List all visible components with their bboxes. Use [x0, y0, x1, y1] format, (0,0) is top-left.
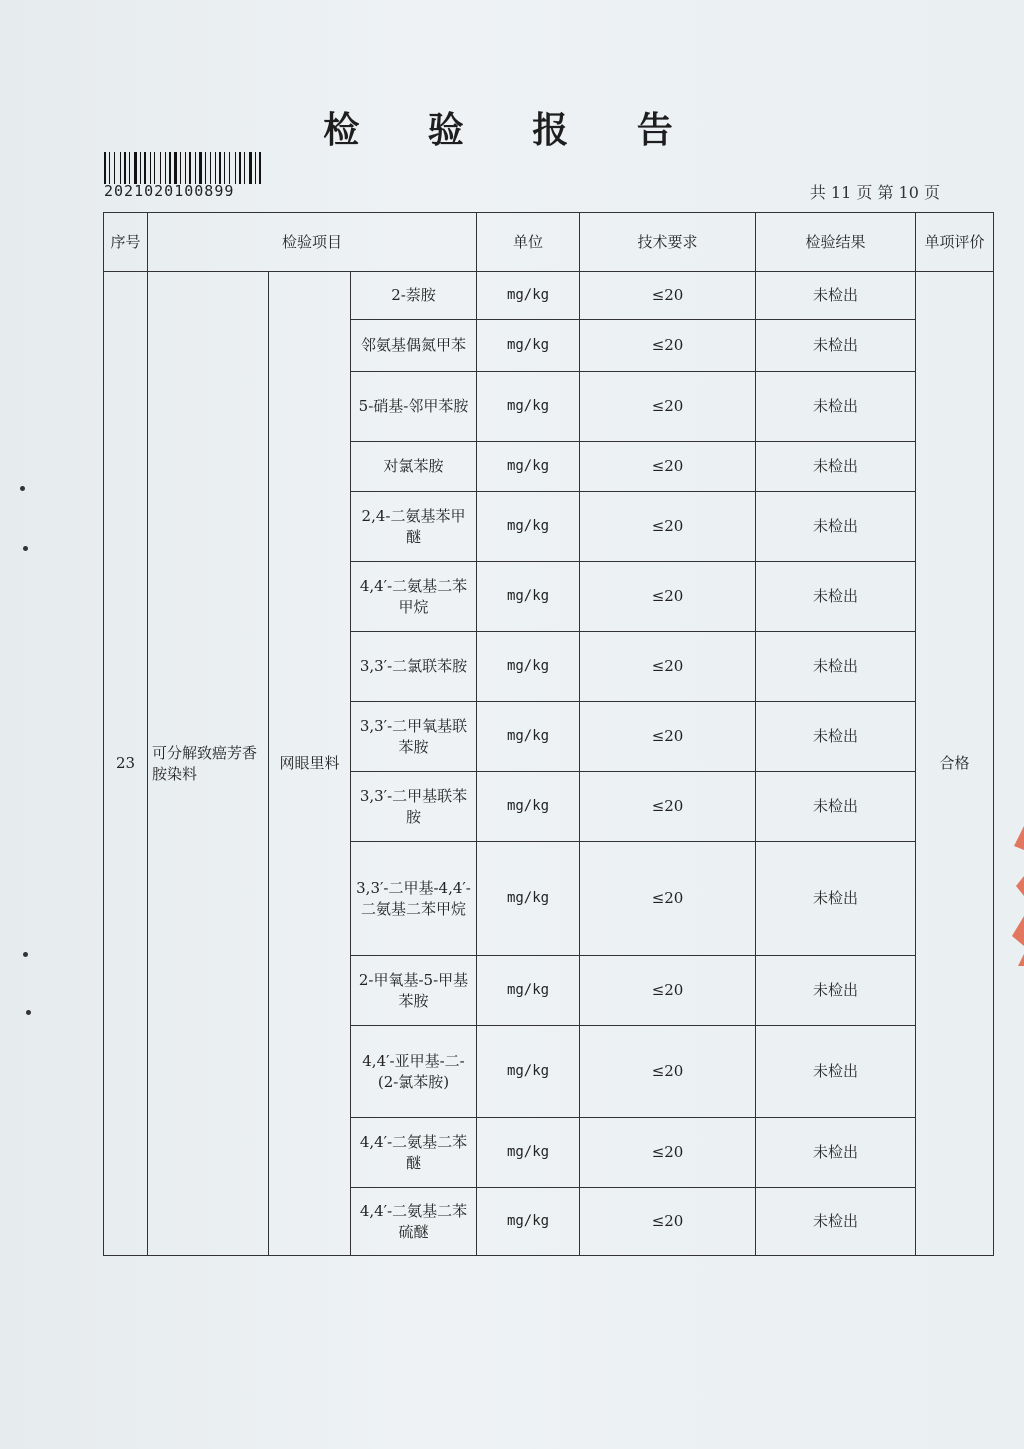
barcode-bar	[215, 152, 216, 184]
barcode-bar	[154, 152, 155, 184]
item-number: 23	[104, 272, 148, 1256]
table-row	[104, 272, 994, 320]
substance-name: 5-硝基-邻甲苯胺	[351, 372, 477, 442]
requirement-cell: ≤20	[580, 632, 756, 702]
requirement-cell: ≤20	[580, 272, 756, 320]
unit-cell: mg/kg	[477, 632, 580, 702]
barcode-bar	[165, 152, 166, 184]
barcode	[104, 152, 264, 184]
substance-name: 4,4′-二氨基二苯甲烷	[351, 562, 477, 632]
requirement-cell: ≤20	[580, 1188, 756, 1256]
barcode-bar	[109, 152, 110, 184]
result-cell: 未检出	[756, 956, 916, 1026]
header-item: 检验项目	[148, 213, 477, 272]
result-cell: 未检出	[756, 1026, 916, 1118]
requirement-cell: ≤20	[580, 372, 756, 442]
substance-name: 4,4′-亚甲基-二-(2-氯苯胺)	[351, 1026, 477, 1118]
unit-cell: mg/kg	[477, 492, 580, 562]
unit-cell: mg/kg	[477, 272, 580, 320]
barcode-bar	[239, 152, 241, 184]
barcode-bar	[259, 152, 261, 184]
barcode-bar	[114, 152, 115, 184]
barcode-bar	[160, 152, 161, 184]
substance-name: 3,3′-二甲基-4,4′-二氨基二苯甲烷	[351, 842, 477, 956]
requirement-cell: ≤20	[580, 320, 756, 372]
serial-number: 2021020100899	[104, 182, 235, 200]
result-cell: 未检出	[756, 492, 916, 562]
binding-hole-mark	[20, 486, 25, 491]
requirement-cell: ≤20	[580, 772, 756, 842]
barcode-bar	[210, 152, 211, 184]
barcode-bar	[174, 152, 177, 184]
barcode-bar	[219, 152, 221, 184]
binding-hole-mark	[23, 546, 28, 551]
result-cell: 未检出	[756, 272, 916, 320]
substance-name: 4,4′-二氨基二苯醚	[351, 1118, 477, 1188]
barcode-bar	[195, 152, 196, 184]
header-result: 检验结果	[756, 213, 916, 272]
barcode-bar	[140, 152, 141, 184]
binding-hole-mark	[23, 952, 28, 957]
result-cell: 未检出	[756, 1118, 916, 1188]
unit-cell: mg/kg	[477, 372, 580, 442]
substance-name: 4,4′-二氨基二苯硫醚	[351, 1188, 477, 1256]
binding-hole-mark	[26, 1010, 31, 1015]
unit-cell: mg/kg	[477, 562, 580, 632]
page-info: 共 11 页 第 10 页	[809, 183, 940, 202]
unit-cell: mg/kg	[477, 702, 580, 772]
barcode-bar	[150, 152, 151, 184]
substance-name: 2,4-二氨基苯甲醚	[351, 492, 477, 562]
requirement-cell: ≤20	[580, 442, 756, 492]
requirement-cell: ≤20	[580, 1118, 756, 1188]
requirement-cell: ≤20	[580, 1026, 756, 1118]
unit-cell: mg/kg	[477, 442, 580, 492]
barcode-bar	[129, 152, 130, 184]
seal-stamp-fragment	[1010, 826, 1024, 966]
substance-name: 3,3′-二甲氧基联苯胺	[351, 702, 477, 772]
substance-name: 3,3′-二甲基联苯胺	[351, 772, 477, 842]
substance-name: 3,3′-二氯联苯胺	[351, 632, 477, 702]
header-no: 序号	[104, 213, 148, 272]
header-unit: 单位	[477, 213, 580, 272]
result-cell: 未检出	[756, 372, 916, 442]
barcode-bar	[185, 152, 186, 184]
barcode-bar	[134, 152, 137, 184]
result-cell: 未检出	[756, 772, 916, 842]
barcode-bar	[224, 152, 225, 184]
barcode-bar	[199, 152, 202, 184]
evaluation-cell: 合格	[916, 272, 994, 1256]
substance-name: 邻氨基偶氮甲苯	[351, 320, 477, 372]
barcode-bar	[205, 152, 206, 184]
substance-name: 2-甲氧基-5-甲基苯胺	[351, 956, 477, 1026]
unit-cell: mg/kg	[477, 956, 580, 1026]
barcode-bar	[180, 152, 181, 184]
sample-name: 网眼里料	[269, 272, 351, 1256]
requirement-cell: ≤20	[580, 492, 756, 562]
unit-cell: mg/kg	[477, 320, 580, 372]
barcode-bar	[229, 152, 230, 184]
barcode-bar	[124, 152, 126, 184]
barcode-bar	[244, 152, 245, 184]
result-cell: 未检出	[756, 562, 916, 632]
table-header-row	[104, 213, 994, 272]
result-cell: 未检出	[756, 632, 916, 702]
header-requirement: 技术要求	[580, 213, 756, 272]
barcode-bar	[255, 152, 256, 184]
report-table	[103, 212, 994, 1256]
result-cell: 未检出	[756, 442, 916, 492]
table-body	[104, 272, 994, 1256]
barcode-bar	[189, 152, 191, 184]
requirement-cell: ≤20	[580, 702, 756, 772]
result-cell: 未检出	[756, 702, 916, 772]
result-cell: 未检出	[756, 1188, 916, 1256]
result-cell: 未检出	[756, 320, 916, 372]
barcode-bar	[120, 152, 121, 184]
unit-cell: mg/kg	[477, 1118, 580, 1188]
requirement-cell: ≤20	[580, 842, 756, 956]
report-title: 检 验 报 告	[323, 109, 701, 151]
unit-cell: mg/kg	[477, 842, 580, 956]
barcode-bar	[235, 152, 236, 184]
header-evaluation: 单项评价	[916, 213, 994, 272]
requirement-cell: ≤20	[580, 956, 756, 1026]
barcode-bar	[169, 152, 171, 184]
unit-cell: mg/kg	[477, 1026, 580, 1118]
item-name: 可分解致癌芳香胺染料	[148, 272, 269, 1256]
barcode-bar	[104, 152, 106, 184]
result-cell: 未检出	[756, 842, 916, 956]
unit-cell: mg/kg	[477, 772, 580, 842]
unit-cell: mg/kg	[477, 1188, 580, 1256]
requirement-cell: ≤20	[580, 562, 756, 632]
barcode-bar	[144, 152, 146, 184]
barcode-bar	[249, 152, 252, 184]
substance-name: 对氯苯胺	[351, 442, 477, 492]
substance-name: 2-萘胺	[351, 272, 477, 320]
